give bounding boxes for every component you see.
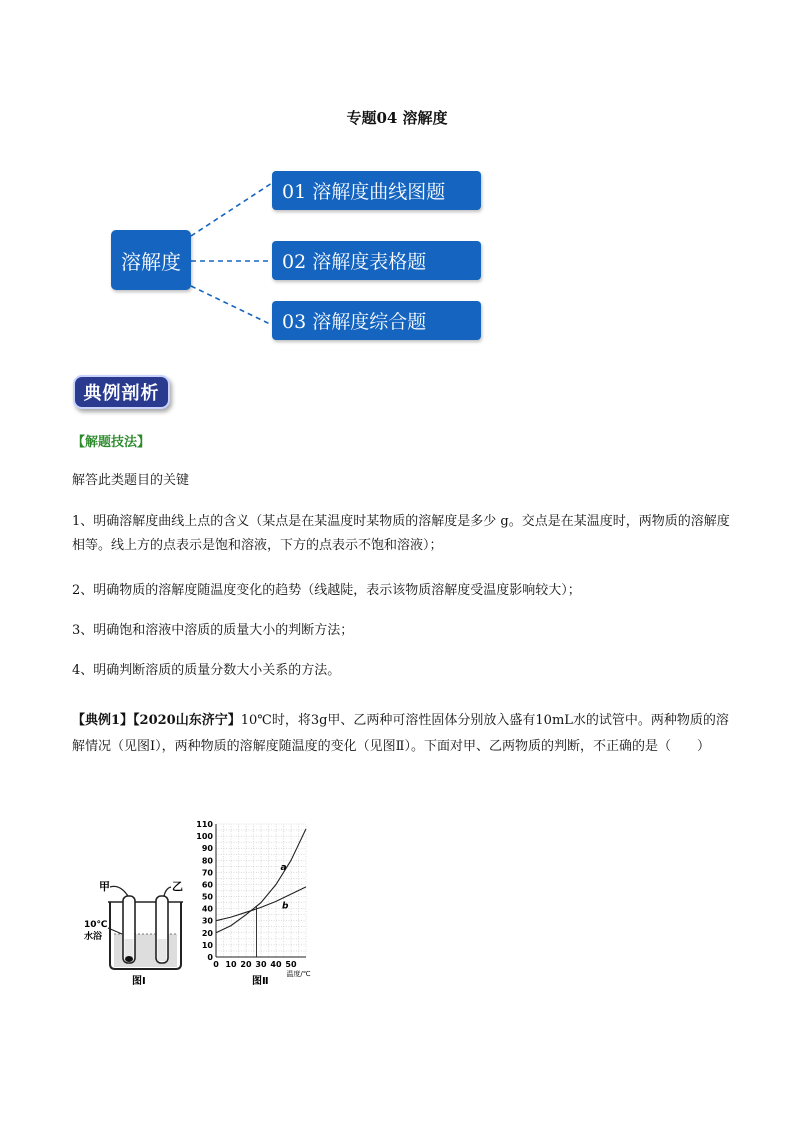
section-badge: 典例剖析 (73, 375, 170, 409)
y-tick-label: 70 (201, 868, 213, 878)
curve-a-label: a (280, 862, 287, 873)
example-block (72, 708, 732, 760)
y-tick-label: 90 (201, 844, 213, 854)
tips-item-2: 2、明确物质的溶解度随温度变化的趋势（线越陡，表示该物质溶解度受温度影响较大）； (72, 583, 581, 598)
mindmap-branch-3: 03 溶解度综合题 (272, 301, 481, 340)
tips-item-4: 4、明确判断溶质的质量分数大小关系的方法。 (72, 663, 341, 678)
y-tick-label: 20 (201, 928, 213, 938)
x-tick-label: 50 (285, 960, 297, 969)
label-jia: 甲 (99, 880, 110, 893)
y-tick-label: 40 (201, 904, 213, 914)
figure-2-caption: 图Ⅱ (252, 976, 269, 987)
figure-2-chart (196, 820, 310, 978)
y-tick-label: 10 (201, 940, 213, 950)
connector-line-3 (191, 286, 272, 325)
mindmap-root: 溶解度 (111, 230, 191, 290)
figure-1-caption: 图Ⅰ (132, 976, 146, 987)
connector-line-1 (191, 183, 272, 236)
y-tick-label: 100 (196, 832, 213, 842)
y-tick-label: 30 (201, 916, 213, 926)
x-tick-label: 20 (240, 960, 252, 969)
bath-temp-label: 10℃ (84, 920, 108, 930)
x-tick-label: 30 (255, 960, 267, 969)
y-tick-label: 50 (201, 892, 213, 902)
bath-label: 水浴 (84, 932, 103, 942)
mindmap-branch-2: 02 溶解度表格题 (272, 241, 481, 280)
curve-b-label: b (282, 901, 289, 912)
x-axis-label: 温度/℃ (286, 970, 311, 978)
figure-svg (72, 814, 344, 994)
x-tick-label: 0 (213, 960, 219, 969)
tips-item-3: 3、明确饱和溶液中溶质的质量大小的判断方法； (72, 623, 354, 638)
figure-1-beaker (108, 886, 183, 969)
label-yi: 乙 (172, 880, 183, 893)
y-tick-label: 60 (201, 880, 213, 890)
tips-intro: 解答此类题目的关键 (72, 473, 190, 488)
page-title: 专题04 溶解度 (346, 109, 448, 127)
figure-area (72, 814, 344, 994)
tips-item-1: 1、明确溶解度曲线上点的含义（某点是在某温度时某物质的溶解度是多少 g。交点是在某温度时，两物质的溶解度相等。线上方的点表示是饱和溶液，下方的点表示不饱和溶液）； (72, 514, 730, 553)
x-tick-label: 10 (225, 960, 237, 969)
y-tick-label: 110 (196, 820, 213, 829)
y-tick-label: 80 (201, 856, 213, 866)
y-tick-label: 0 (207, 953, 213, 962)
example-text: 10℃时，将3g甲、乙两种可溶性固体分别放入盛有10mL水的试管中。两种物质的溶解情况（见图Ⅰ），两种物质的溶解度随温度的变化（见图Ⅱ）。下面对甲、乙两物质的判断，不正确的是（ ） (72, 713, 729, 754)
example-tag: 【典例1】【2020山东济宁】 (72, 713, 241, 728)
tips-heading: 【解题技法】 (72, 435, 151, 450)
x-tick-label: 40 (270, 960, 282, 969)
mindmap-branch-1: 01 溶解度曲线图题 (272, 171, 481, 210)
